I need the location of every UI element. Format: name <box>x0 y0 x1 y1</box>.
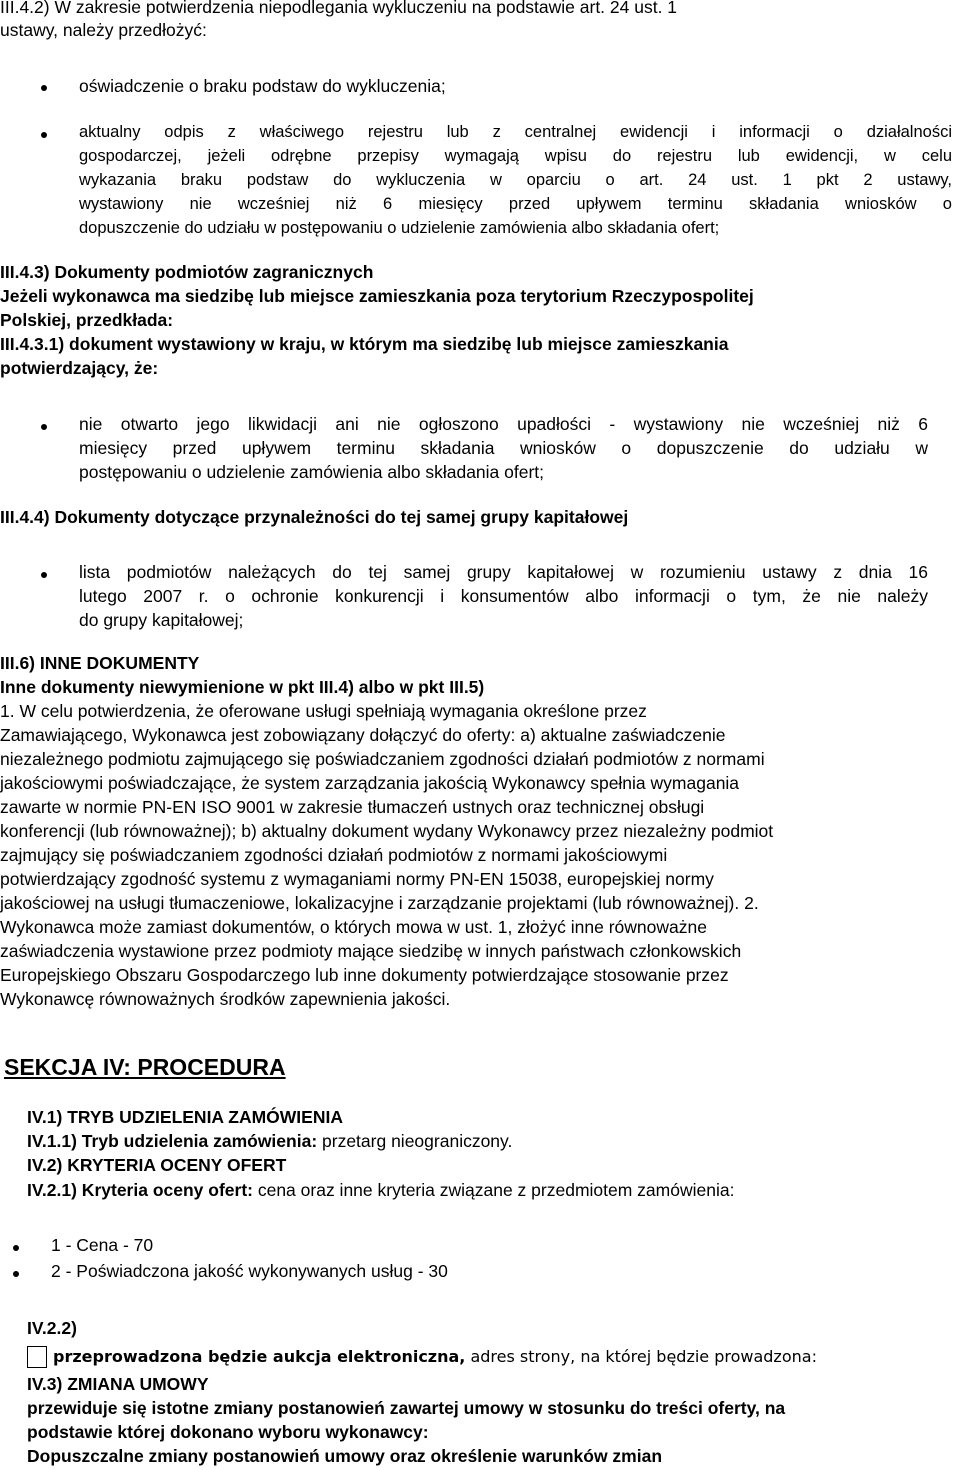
paragraph-line: jakościowymi poświadczające, że system zarządzania jakością Wykonawcy spełnia wymagania <box>0 773 740 793</box>
list-item-line: dopuszczenie do udziału w postępowaniu o udzielenie zamówienia albo składania ofert; <box>79 219 720 237</box>
section-heading-iv-1: IV.1) TRYB UDZIELENIA ZAMÓWIENIA <box>27 1107 343 1127</box>
list-item-line: aktualny odpis z właściwego rejestru lub z centralnej ewidencji i informacji o działalności <box>79 123 952 141</box>
paragraph-line: zawarte w normie PN-EN ISO 9001 w zakresie tłumaczeń ustnych oraz technicznej obsługi <box>0 797 705 817</box>
list-item-line: gospodarczej, jeżeli odrębne przepisy wymagają wpisu do rejestru lub ewidencji, w celu <box>79 147 952 165</box>
paragraph-line: niezależnego podmiotu zajmującego się poświadczaniem zgodności działań podmiotów z normami <box>0 749 765 769</box>
bullet-icon <box>41 424 47 430</box>
list-item: oświadczenie o braku podstaw do wykluczenia; <box>79 76 446 96</box>
bullet-icon <box>13 1245 19 1251</box>
criterion-item: 1 - Cena - 70 <box>51 1235 154 1255</box>
paragraph-line: Wykonawca może zamiast dokumentów, o których mowa w ust. 1, złożyć inne równoważne <box>0 917 707 937</box>
bullet-icon <box>41 132 47 138</box>
page-section-title: SEKCJA IV: PROCEDURA <box>4 1054 286 1080</box>
list-item-line: nie otwarto jego likwidacji ani nie ogłoszono upadłości - wystawiony nie wcześniej niż 6 <box>79 414 928 434</box>
section-heading-iii-4-2-cont: ustawy, należy przedłożyć: <box>0 20 207 40</box>
paragraph-line: Dopuszczalne zmiany postanowień umowy oraz określenie warunków zmian <box>27 1446 663 1466</box>
paragraph-line: Wykonawcę równoważnych środków zapewnienia jakości. <box>0 989 451 1009</box>
paragraph-line: przewiduje się istotne zmiany postanowień zawartej umowy w stosunku do treści oferty, na <box>27 1398 786 1418</box>
section-heading-iii-6: III.6) INNE DOKUMENTY <box>0 653 200 673</box>
procedure-mode-label: IV.1.1) Tryb udzielenia zamówienia: <box>27 1131 318 1151</box>
criteria-label: IV.2.1) Kryteria oceny ofert: <box>27 1180 253 1200</box>
list-item-line: miesięcy przed upływem terminu składania wniosków o dopuszczenie do udziału w <box>79 438 928 458</box>
list-item-line: postępowaniu o udzielenie zamówienia albo składania ofert; <box>79 462 545 482</box>
list-item-line: wystawiony nie wcześniej niż 6 miesięcy przed upływem terminu składania wniosków o <box>79 195 952 213</box>
section-heading-iii-4-2: III.4.2) W zakresie potwierdzenia niepodlegania wykluczeniu na podstawie art. 24 ust. 1 <box>0 0 678 17</box>
criteria-row <box>27 1180 734 1201</box>
subheading-line: potwierdzający, że: <box>0 358 159 378</box>
section-heading-iv-2-2: IV.2.2) <box>27 1318 77 1338</box>
list-item-line: wykazania braku podstaw do wykluczenia w oparciu o art. 24 ust. 1 pkt 2 ustawy, <box>79 171 952 189</box>
criteria-value: cena oraz inne kryteria związane z przedmiotem zamówienia: <box>252 1180 735 1200</box>
auction-checkbox[interactable] <box>27 1346 47 1368</box>
criterion-item: 2 - Poświadczona jakość wykonywanych usług - 30 <box>51 1261 448 1281</box>
bullet-icon <box>41 85 47 91</box>
section-heading-iv-3: IV.3) ZMIANA UMOWY <box>27 1374 209 1394</box>
paragraph-line: 1. W celu potwierdzenia, że oferowane usługi spełniają wymagania określone przez <box>0 701 647 721</box>
subheading-line: III.4.3.1) dokument wystawiony w kraju, w którym ma siedzibę lub miejsce zamieszkania <box>0 334 729 354</box>
auction-row <box>53 1347 817 1366</box>
section-heading-iii-4-3: III.4.3) Dokumenty podmiotów zagranicznych <box>0 262 374 282</box>
paragraph-line: potwierdzający zgodność systemu z wymaganiami normy PN-EN 15038, europejskiej normy <box>0 869 714 889</box>
paragraph-line: podstawie której dokonano wyboru wykonawcy: <box>27 1422 429 1442</box>
paragraph-line: Zamawiającego, Wykonawca jest zobowiązany dołączyć do oferty: a) aktualne zaświadczenie <box>0 725 726 745</box>
bullet-icon <box>13 1271 19 1277</box>
subheading-line: Inne dokumenty niewymienione w pkt III.4) albo w pkt III.5) <box>0 677 485 697</box>
procedure-mode-row <box>27 1131 512 1152</box>
subheading-line: Polskiej, przedkłada: <box>0 310 174 330</box>
section-heading-iii-4-4: III.4.4) Dokumenty dotyczące przynależności do tej samej grupy kapitałowej <box>0 507 629 527</box>
paragraph-line: Europejskiego Obszaru Gospodarczego lub inne dokumenty potwierdzające stosowanie przez <box>0 965 729 985</box>
bullet-icon <box>41 572 47 578</box>
list-item-line: lista podmiotów należących do tej samej grupy kapitałowej w rozumieniu ustawy z dnia 16 <box>79 562 928 582</box>
paragraph-line: zajmujący się poświadczaniem zgodności działań podmiotów z normami jakościowymi <box>0 845 668 865</box>
list-item-line: do grupy kapitałowej; <box>79 610 244 630</box>
auction-value: adres strony, na której będzie prowadzona: <box>465 1347 817 1366</box>
subheading-line: Jeżeli wykonawca ma siedzibę lub miejsce zamieszkania poza terytorium Rzeczypospolitej <box>0 286 754 306</box>
paragraph-line: konferencji (lub równoważnej); b) aktualny dokument wydany Wykonawcy przez niezależny podmiot <box>0 821 774 841</box>
paragraph-line: zaświadczenia wystawione przez podmioty mające siedzibę w innych państwach członkowskich <box>0 941 742 961</box>
paragraph-line: jakościowej na usługi tłumaczeniowe, lokalizacyjne i zarządzanie projektami (lub równoważnej). 2. <box>0 893 759 913</box>
section-heading-iv-2: IV.2) KRYTERIA OCENY OFERT <box>27 1155 287 1175</box>
auction-label: przeprowadzona będzie aukcja elektroniczna, <box>53 1347 466 1366</box>
procedure-mode-value: przetarg nieograniczony. <box>317 1131 513 1151</box>
list-item-line: lutego 2007 r. o ochronie konkurencji i konsumentów albo informacji o tym, że nie należy <box>79 586 928 606</box>
